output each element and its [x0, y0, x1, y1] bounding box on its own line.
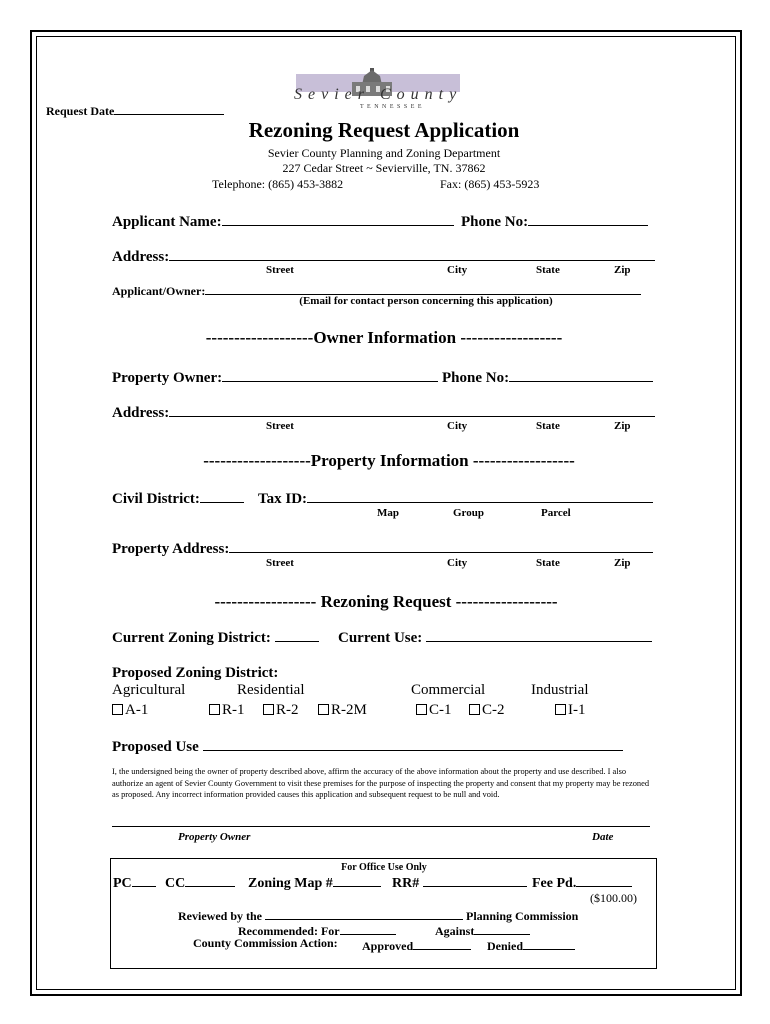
applicant-name-label: Applicant Name: [112, 214, 222, 230]
department-name: Sevier County Planning and Zoning Department [267, 146, 501, 160]
affirmation-statement: I, the undersigned being the owner of property described above, affirm the accuracy of the above information about the property and use described. I also authorize an agent of Sevier County Government to visit these premises for the purpose of inspecting the property and consent that my property may be rezoned as proposed. Any incorrect information provided causes this application and subsequent request to be null and void. [112, 767, 650, 799]
current-use-label: Current Use: [338, 630, 423, 646]
request-date-label: Request Date [46, 104, 115, 118]
logo-subtitle: T E N N E S S E E [360, 104, 423, 110]
checkbox-c2-label: C-2 [482, 702, 505, 718]
property-address-field[interactable] [112, 539, 653, 558]
property-info-heading: -------------------Property Information ------------------ [203, 451, 575, 470]
category-residential: Residential [237, 682, 305, 698]
current-zoning-label: Current Zoning District: [112, 630, 271, 646]
reviewed-by-label: Reviewed by the [178, 909, 262, 923]
denied-label: Denied [487, 939, 523, 953]
civil-district-field[interactable] [112, 489, 244, 508]
applicant-phone-label: Phone No: [461, 214, 529, 230]
checkbox-a1-label: A-1 [125, 702, 149, 718]
date-label: Date [592, 831, 614, 843]
current-use-field[interactable] [338, 628, 652, 647]
tax-group-label: Group [453, 507, 484, 519]
office-use-heading: For Office Use Only [341, 862, 427, 873]
department-address: 227 Cedar Street ~ Sevierville, TN. 37862 [282, 161, 486, 175]
checkbox-r1-label: R-1 [222, 702, 245, 718]
against-label: Against [435, 924, 475, 938]
recommended-for-label: Recommended: For [238, 924, 340, 938]
property-zip-label: Zip [614, 557, 631, 569]
category-industrial: Industrial [531, 682, 589, 698]
current-zoning-field[interactable] [112, 628, 319, 647]
checkbox-r1[interactable] [209, 702, 245, 719]
property-owner-label: Property Owner: [112, 370, 223, 386]
checkbox-r2m-box[interactable] [318, 704, 329, 715]
checkbox-r2m[interactable] [318, 702, 367, 719]
planning-commission-label: Planning Commission [466, 909, 579, 923]
applicant-street-label: Street [266, 264, 294, 276]
owner-street-label: Street [266, 420, 294, 432]
request-date-field[interactable] [46, 101, 224, 119]
zoning-map-field[interactable] [248, 873, 381, 892]
owner-state-label: State [536, 420, 560, 432]
telephone: Telephone: (865) 453-3882 [212, 177, 344, 191]
rr-field[interactable] [392, 873, 527, 892]
pc-field[interactable] [113, 873, 156, 892]
fee-paid-label: Fee Pd. [532, 876, 577, 891]
approved-label: Approved [362, 939, 414, 953]
checkbox-c1-label: C-1 [429, 702, 452, 718]
applicant-phone-field[interactable] [461, 212, 648, 231]
property-owner-field[interactable] [112, 368, 438, 387]
checkbox-c2[interactable] [469, 702, 505, 719]
tax-parcel-label: Parcel [541, 507, 571, 519]
approved-field[interactable] [362, 936, 471, 954]
email-note: (Email for contact person concerning this application) [299, 295, 553, 307]
applicant-zip-label: Zip [614, 264, 631, 276]
category-commercial: Commercial [411, 682, 486, 698]
owner-phone-field[interactable] [442, 368, 653, 387]
fee-amount: ($100.00) [590, 891, 637, 905]
owner-zip-label: Zip [614, 420, 631, 432]
tax-map-label: Map [377, 507, 399, 519]
cc-field[interactable] [165, 873, 235, 892]
owner-address-field[interactable] [112, 403, 655, 422]
county-action-label: County Commission Action: [193, 936, 338, 950]
owner-address-label: Address: [112, 405, 170, 421]
applicant-name-field[interactable] [112, 212, 454, 231]
property-state-label: State [536, 557, 560, 569]
page-title: Rezoning Request Application [248, 118, 520, 142]
property-address-label: Property Address: [112, 541, 230, 557]
checkbox-r2[interactable] [263, 702, 299, 719]
applicant-city-label: City [447, 264, 468, 276]
checkbox-i1-label: I-1 [568, 702, 586, 718]
logo-wordmark: Sevier County [294, 86, 463, 103]
checkbox-c1-box[interactable] [416, 704, 427, 715]
proposed-use-label: Proposed Use [112, 739, 199, 755]
applicant-address-label: Address: [112, 249, 170, 265]
proposed-zoning-label: Proposed Zoning District: [112, 665, 279, 681]
rezoning-heading: ------------------ Rezoning Request ------------------ [214, 592, 558, 611]
rr-label: RR# [392, 876, 420, 891]
owner-phone-label: Phone No: [442, 370, 510, 386]
category-agricultural: Agricultural [112, 682, 186, 698]
checkbox-a1-box[interactable] [112, 704, 123, 715]
denied-field[interactable] [487, 936, 575, 954]
property-street-label: Street [266, 557, 294, 569]
civil-district-label: Civil District: [112, 491, 200, 507]
signature-line[interactable] [112, 826, 650, 827]
checkbox-i1[interactable] [555, 702, 586, 719]
checkbox-c1[interactable] [416, 702, 452, 719]
checkbox-r2-box[interactable] [263, 704, 274, 715]
tax-id-label: Tax ID: [258, 491, 308, 507]
cc-label: CC [165, 876, 186, 891]
zoning-map-label: Zoning Map # [248, 876, 333, 891]
checkbox-r2-label: R-2 [276, 702, 299, 718]
checkbox-i1-box[interactable] [555, 704, 566, 715]
tax-id-field[interactable] [258, 489, 653, 508]
signature-label: Property Owner [178, 831, 251, 843]
proposed-use-field[interactable] [112, 737, 623, 756]
checkbox-r2m-label: R-2M [331, 702, 367, 718]
applicant-address-field[interactable] [112, 247, 655, 266]
checkbox-a1[interactable] [112, 702, 148, 719]
applicant-owner-label: Applicant/Owner: [112, 284, 206, 298]
fee-paid-field[interactable] [532, 873, 632, 892]
fax: Fax: (865) 453-5923 [440, 177, 540, 191]
owner-info-heading: -------------------Owner Information ------------------ [205, 328, 563, 347]
owner-city-label: City [447, 420, 468, 432]
checkbox-r1-box[interactable] [209, 704, 220, 715]
property-city-label: City [447, 557, 468, 569]
pc-label: PC [113, 876, 132, 891]
applicant-state-label: State [536, 264, 560, 276]
county-logo [294, 66, 466, 114]
checkbox-c2-box[interactable] [469, 704, 480, 715]
